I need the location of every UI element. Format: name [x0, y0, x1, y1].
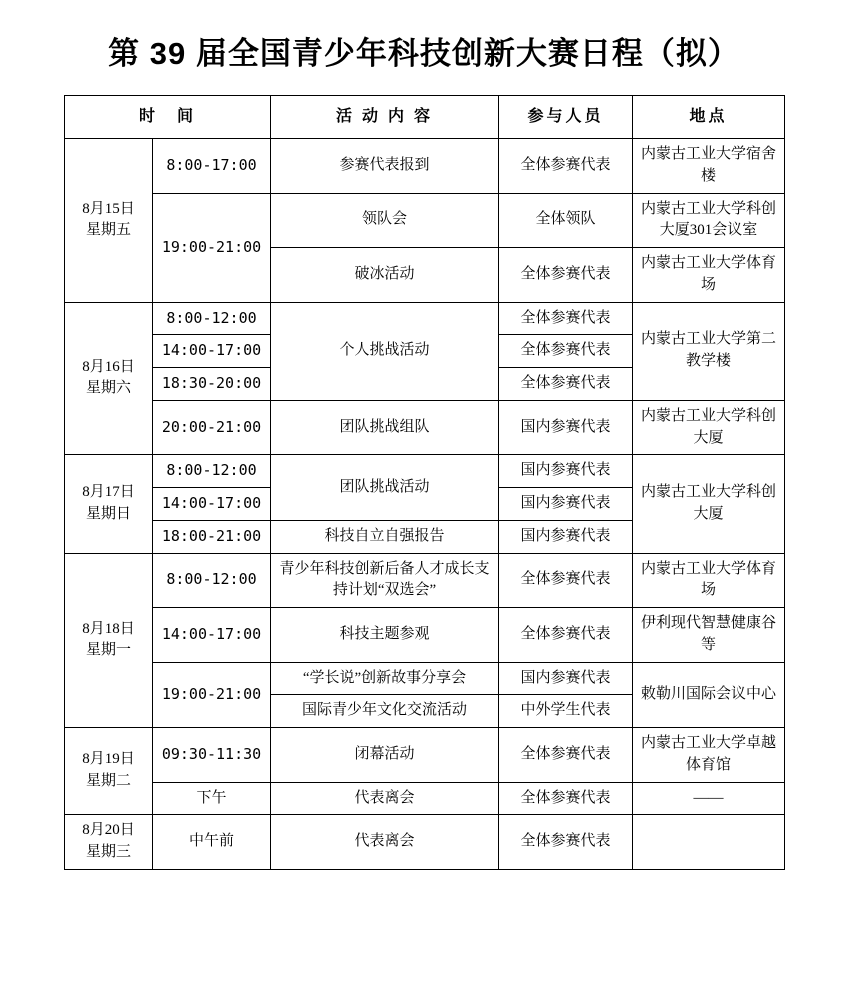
cell-activity: “学长说”创新故事分享会 [271, 662, 499, 695]
cell-place: 敕勒川国际会议中心 [633, 662, 785, 728]
column-header-place: 地点 [633, 96, 785, 139]
cell-date: 8月17日 星期日 [65, 455, 153, 553]
schedule-table [64, 95, 785, 870]
cell-participants: 国内参赛代表 [499, 520, 633, 553]
cell-place: 伊利现代智慧健康谷等 [633, 608, 785, 663]
cell-time: 8:00-17:00 [153, 139, 271, 194]
cell-time: 18:30-20:00 [153, 368, 271, 401]
table-row [65, 302, 785, 335]
cell-participants: 全体领队 [499, 193, 633, 248]
cell-participants: 全体参赛代表 [499, 335, 633, 368]
cell-place [633, 815, 785, 870]
cell-time: 19:00-21:00 [153, 193, 271, 302]
table-row [65, 728, 785, 783]
cell-time: 下午 [153, 782, 271, 815]
cell-participants: 全体参赛代表 [499, 302, 633, 335]
table-row [65, 455, 785, 488]
table-row [65, 553, 785, 608]
cell-time: 14:00-17:00 [153, 608, 271, 663]
cell-activity: 个人挑战活动 [271, 302, 499, 400]
cell-activity: 闭幕活动 [271, 728, 499, 783]
cell-participants: 全体参赛代表 [499, 608, 633, 663]
cell-activity: 青少年科技创新后备人才成长支持计划“双选会” [271, 553, 499, 608]
cell-activity: 科技自立自强报告 [271, 520, 499, 553]
cell-activity: 代表离会 [271, 782, 499, 815]
cell-participants: 全体参赛代表 [499, 368, 633, 401]
cell-activity: 参赛代表报到 [271, 139, 499, 194]
table-body [65, 139, 785, 870]
table-row [65, 782, 785, 815]
table-row [65, 139, 785, 194]
table-header-row [65, 96, 785, 139]
cell-place: 内蒙古工业大学体育场 [633, 248, 785, 303]
column-header-time: 时 间 [65, 96, 271, 139]
table-row [65, 193, 785, 248]
cell-time: 8:00-12:00 [153, 553, 271, 608]
cell-participants: 全体参赛代表 [499, 782, 633, 815]
cell-place: 内蒙古工业大学第二教学楼 [633, 302, 785, 400]
cell-participants: 全体参赛代表 [499, 248, 633, 303]
column-header-participants: 参与人员 [499, 96, 633, 139]
cell-time: 8:00-12:00 [153, 455, 271, 488]
cell-date: 8月20日 星期三 [65, 815, 153, 870]
cell-participants: 中外学生代表 [499, 695, 633, 728]
cell-activity: 国际青少年文化交流活动 [271, 695, 499, 728]
cell-participants: 国内参赛代表 [499, 488, 633, 521]
cell-time: 14:00-17:00 [153, 335, 271, 368]
cell-time: 14:00-17:00 [153, 488, 271, 521]
table-row [65, 608, 785, 663]
document-page [0, 28, 848, 989]
cell-place: 内蒙古工业大学科创大厦 [633, 400, 785, 455]
cell-participants: 全体参赛代表 [499, 553, 633, 608]
cell-activity: 代表离会 [271, 815, 499, 870]
cell-activity: 破冰活动 [271, 248, 499, 303]
cell-time: 20:00-21:00 [153, 400, 271, 455]
cell-time: 18:00-21:00 [153, 520, 271, 553]
cell-activity: 团队挑战活动 [271, 455, 499, 521]
cell-place: 内蒙古工业大学科创大厦 [633, 455, 785, 553]
cell-place: 内蒙古工业大学卓越体育馆 [633, 728, 785, 783]
cell-time: 中午前 [153, 815, 271, 870]
cell-place: 内蒙古工业大学宿舍楼 [633, 139, 785, 194]
cell-time: 09:30-11:30 [153, 728, 271, 783]
cell-activity: 领队会 [271, 193, 499, 248]
table-row [65, 662, 785, 695]
column-header-activity: 活 动 内 容 [271, 96, 499, 139]
cell-participants: 国内参赛代表 [499, 455, 633, 488]
cell-time: 19:00-21:00 [153, 662, 271, 728]
table-row [65, 815, 785, 870]
cell-participants: 全体参赛代表 [499, 139, 633, 194]
cell-participants: 全体参赛代表 [499, 728, 633, 783]
cell-activity: 科技主题参观 [271, 608, 499, 663]
cell-place: —— [633, 782, 785, 815]
table-row [65, 400, 785, 455]
table-header [65, 96, 785, 139]
cell-activity: 团队挑战组队 [271, 400, 499, 455]
cell-participants: 国内参赛代表 [499, 400, 633, 455]
cell-place: 内蒙古工业大学体育场 [633, 553, 785, 608]
cell-participants: 国内参赛代表 [499, 662, 633, 695]
cell-participants: 全体参赛代表 [499, 815, 633, 870]
cell-date: 8月15日 星期五 [65, 139, 153, 303]
schedule-table-wrapper [64, 95, 784, 870]
cell-date: 8月18日 星期一 [65, 553, 153, 728]
cell-date: 8月16日 星期六 [65, 302, 153, 455]
cell-date: 8月19日 星期二 [65, 728, 153, 815]
cell-place: 内蒙古工业大学科创大厦301会议室 [633, 193, 785, 248]
page-title: 第 39 届全国青少年科技创新大赛日程（拟） [108, 36, 740, 71]
cell-time: 8:00-12:00 [153, 302, 271, 335]
